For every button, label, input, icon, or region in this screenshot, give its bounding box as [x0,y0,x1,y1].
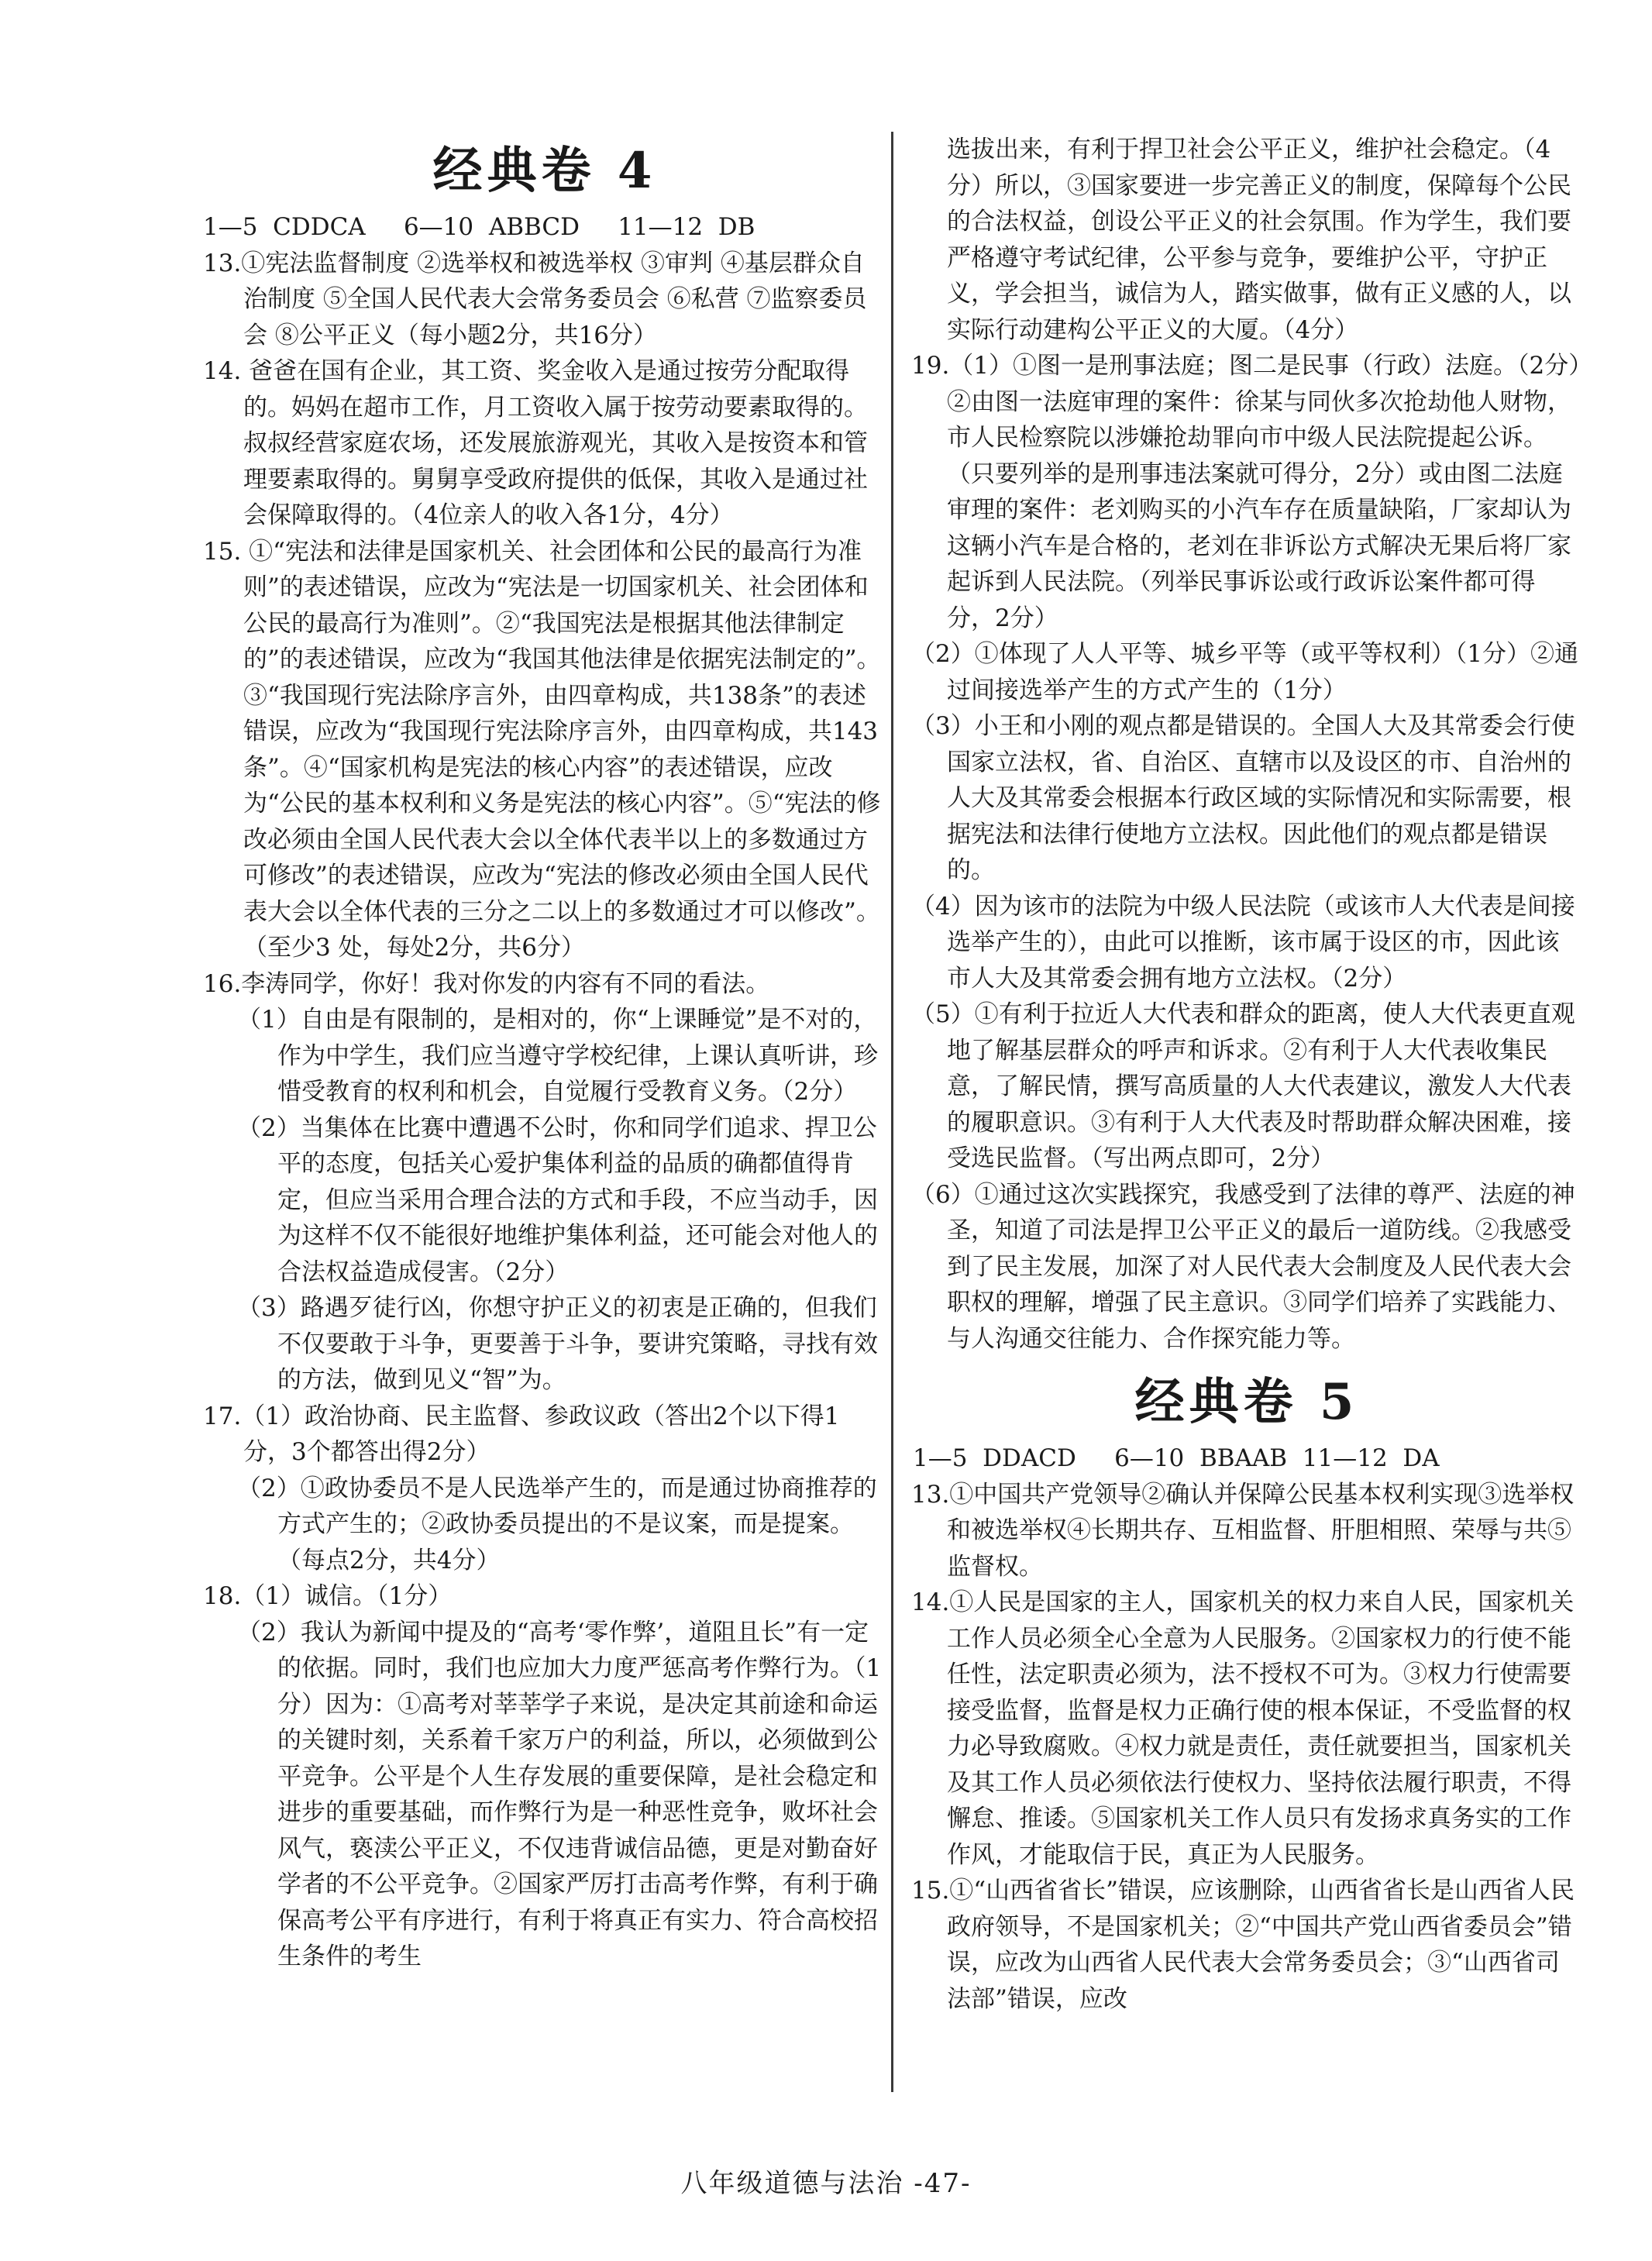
answer-19-3: （3）小王和小刚的观点都是错误的。全国人大及其常委会行使国家立法权，省、自治区、直辖市以及设区的市、自治州的人大及其常委会根据本行政区域的实际情况和实际需要，根据宪法和法律行使地方立法权。因此他们的观点都是错误的。 [911,712,1575,884]
left-column [203,136,886,1975]
answer-14: 14. 爸爸在国有企业，其工资、奖金收入是通过按劳分配取得的。妈妈在超市工作，月工资收入属于按劳动要素取得的。叔叔经营家庭农场，还发展旅游观光，其收入是按资本和管理要素取得的。舅舅享受政府提供的低保，其收入是通过社会保障取得的。（4位亲人的收入各1分，4分） [203,357,868,529]
answer-16: 16.李涛同学，你好！我对你发的内容有不同的看法。 [203,969,770,998]
section-title-4: 经典卷 4 [432,142,657,200]
multiple-choice-answers-5: 1—5 DDACD 6—10 BBAAB 11—12 DA [913,1444,1440,1472]
answer-18: 18.（1）诚信。（1分） [203,1582,453,1610]
answer-19: 19.（1）①图一是刑事法庭；图二是民事（行政）法庭。（2分）②由图一法庭审理的案件：徐某与同伙多次抢劫他人财物，市人民检察院以涉嫌抢劫罪向市中级人民法院提起公诉。（只要列举的是刑事违法案就可得分，2分）或由图二法庭审理的案件：老刘购买的小汽车存在质量缺陷，厂家却认为这辆小汽车是合格的，老刘在非诉讼方式解决无果后将厂家起诉到人民法院。（列举民事诉讼或行政诉讼案件都可得分，2分） [911,352,1581,632]
answer-5-14: 14.①人民是国家的主人，国家机关的权力来自人民，国家机关工作人员必须全心全意为人民服务。②国家权力的行使不能任性，法定职责必须为，法不授权不可为。③权力行使需要接受监督，监督是权力正确行使的根本保证，不受监督的权力必导致腐败。④权力就是责任，责任就要担当，国家机关及其工作人员必须依法行使权力、坚持依法履行职责，不得懈怠、推诿。⑤国家机关工作人员只有发扬求真务实的工作作风，才能取信于民，真正为人民服务。 [911,1588,1575,1869]
answer-13: 13.①宪法监督制度 ②选举权和被选举权 ③审判 ④基层群众自治制度 ⑤全国人民代表大会常务委员会 ⑥私营 ⑦监察委员会 ⑧公平正义（每小题2分，共16分） [203,249,867,349]
answer-18-2: （2）我认为新闻中提及的“高考‘零作弊’，道阻且长”有一定的依据。同时，我们也应加大力度严惩高考作弊行为。（1分）因为：①高考对莘莘学子来说，是决定其前途和命运的关键时刻，关系着千家万户的利益，所以，必须做到公平竞争。公平是个人生存发展的重要保障，是社会稳定和进步的重要基础，而作弊行为是一种恶性竞争，败坏社会风气，亵渎公平正义，不仅违背诚信品德，更是对勤奋好学者的不公平竞争。②国家严厉打击高考作弊，有利于确保高考公平有序进行，有利于将真正有实力、符合高校招生条件的考生 [237,1618,882,1970]
answer-16-3: （3）路遇歹徒行凶，你想守护正义的初衷是正确的，但我们不仅要敢于斗争，更要善于斗争，要讲究策略，寻找有效的方法，做到见义“智”为。 [237,1294,878,1394]
answer-19-4: （4）因为该市的法院为中级人民法院（或该市人大代表是间接选举产生的），由此可以推断，该市属于设区的市，因此该市人大及其常委会拥有地方立法权。（2分） [911,892,1575,993]
answer-19-2: （2）①体现了人人平等、城乡平等（或平等权利）（1分）②通过间接选举产生的方式产生的（1分） [911,640,1578,704]
answer-15: 15. ①“宪法和法律是国家机关、社会团体和公民的最高行为准则”的表述错误，应改为“宪法是一切国家机关、社会团体和公民的最高行为准则”。②“我国宪法是根据其他法律制定的”的表述错误，应改为“我国其他法律是依据宪法制定的”。③“我国现行宪法除序言外，由四章构成，共138条”的表述错误，应改为“我国现行宪法除序言外，由四章构成，共143条”。④“国家机构是宪法的核心内容”的表述错误，应改为“公民的基本权利和义务是宪法的核心内容”。⑤“宪法的修改必须由全国人民代表大会以全体代表半以上的多数通过方可修改”的表述错误，应改为“宪法的修改必须由全国人民代表大会以全体代表的三分之二以上的多数通过才可以修改”。（至少3 处，每处2分，共6分） [203,537,881,962]
answer-16-2: （2）当集体在比赛中遭遇不公时，你和同学们追求、捍卫公平的态度，包括关心爱护集体利益的品质的确都值得肯定，但应当采用合理合法的方式和手段，不应当动手，因为这样不仅不能很好地维护集体利益，还可能会对他人的合法权益造成侵害。（2分） [237,1113,878,1286]
right-column [913,132,1581,2017]
answer-18-continued: 选拔出来，有利于捍卫社会公平正义，维护社会稳定。（4分）所以，③国家要进一步完善正义的制度，保障每个公民的合法权益，创设公平正义的社会氛围。作为学生，我们要严格遵守考试纪律，公平参与竞争，要维护公平，守护正义，学会担当，诚信为人，踏实做事，做有正义感的人，以实际行动建构公平正义的大厦。（4分） [947,136,1571,344]
column-divider [891,132,893,2092]
answer-16-1: （1）自由是有限制的，是相对的，你“上课睡觉”是不对的，作为中学生，我们应当遵守学校纪律，上课认真听讲，珍惜受教育的权利和机会，自觉履行受教育义务。（2分） [237,1006,878,1106]
multiple-choice-answers: 1—5 CDDCA 6—10 ABBCD 11—12 DB [203,213,755,241]
answer-5-15: 15.①“山西省省长”错误，应该删除，山西省省长是山西省人民政府领导，不是国家机关；②“中国共产党山西省委员会”错误，应改为山西省人民代表大会常务委员会；③“山西省司法部”错误，应改 [911,1877,1575,2013]
page-footer: 八年级道德与法治 -47- [680,2168,972,2199]
section-title-5: 经典卷 5 [1134,1373,1359,1431]
answer-5-13: 13.①中国共产党领导②确认并保障公民基本权利实现③选举权和被选举权④长期共存、互相监督、肝胆相照、荣辱与共⑤监督权。 [911,1480,1575,1581]
answer-19-6: （6）①通过这次实践探究，我感受到了法律的尊严、法庭的神圣，知道了司法是捍卫公平正义的最后一道防线。②我感受到了民主发展，加深了对人民代表大会制度及人民代表大会职权的理解，增强了民主意识。③同学们培养了实践能力、与人沟通交往能力、合作探究能力等。 [911,1180,1575,1353]
answer-17-2: （2）①政协委员不是人民选举产生的，而是通过协商推荐的方式产生的；②政协委员提出的不是议案，而是提案。（每点2分，共4分） [237,1474,877,1574]
answer-17: 17.（1）政治协商、民主监督、参政议政（答出2个以下得1分，3个都答出得2分） [203,1402,840,1466]
answer-19-5: （5）①有利于拉近人大代表和群众的距离，使人大代表更直观地了解基层群众的呼声和诉求。②有利于人大代表收集民意，了解民情，撰写高质量的人大代表建议，激发人大代表的履职意识。③有利于人大代表及时帮助群众解决困难，接受选民监督。（写出两点即可，2分） [911,1000,1575,1172]
